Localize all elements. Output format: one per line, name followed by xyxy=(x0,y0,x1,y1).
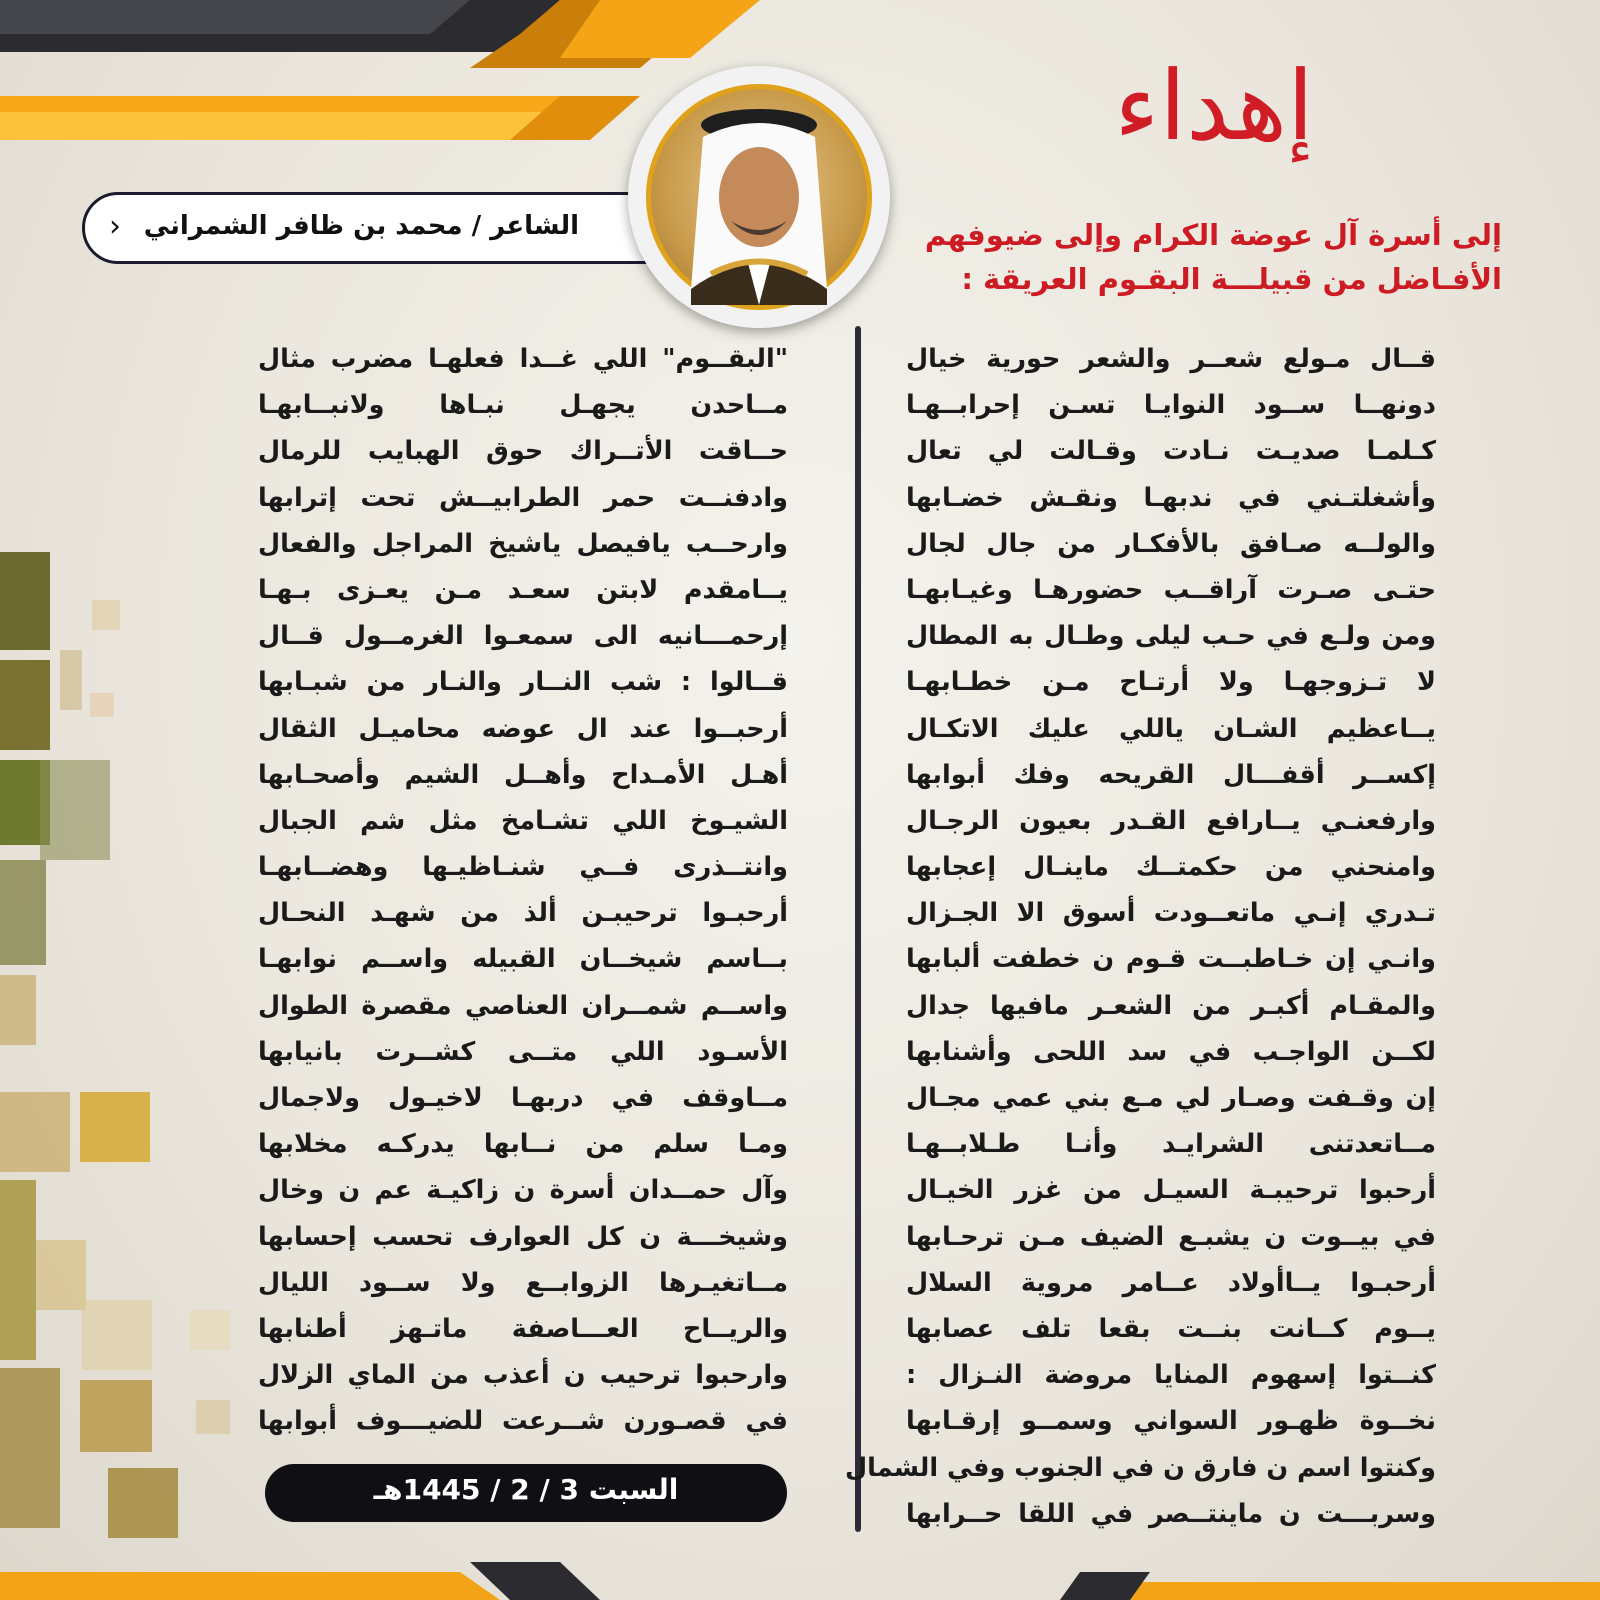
poem-line: ومن ولـع في حـب ليلى وطـال به المطال xyxy=(906,621,1436,652)
poem-line: أرحبـوا ترحيبـن ألذ من شهـد النحـال xyxy=(258,898,788,929)
poet-photo xyxy=(628,66,890,328)
poem-line: وشيخـــة ن كل العوارف تحسب إحسابها xyxy=(258,1221,788,1252)
poem-line: وكنتوا اسم ن فارق ن في الجنوب وفي الشمال xyxy=(845,1452,1436,1483)
poet-portrait xyxy=(646,84,872,310)
poem-line: مــاتعدتنى الشرايـد وأنـا طـلابــهـا xyxy=(906,1129,1436,1160)
poet-name: الشاعر / محمد بن ظافر الشمراني xyxy=(143,211,579,241)
poem-line: مــاتغيـرها الزوابــع ولا ســود الليال xyxy=(258,1267,788,1298)
poem-line: وارحبوا ترحيب ن أعذب من الماي الزلال xyxy=(258,1360,788,1391)
poem-line: والمقـام أكبـر من الشعـر مافيها جدال xyxy=(906,990,1436,1021)
poem-line: واســم شمــران العناصي مقصرة الطوال xyxy=(258,990,788,1021)
poem-line: وادفنــت حمر الطرابيــش تحت إترابها xyxy=(258,482,788,513)
poem-line: ومـا سلم من نــابها يدركـه مخلابها xyxy=(258,1129,788,1160)
poem-line: أرحبـوا يــاأولاد عــامر مروية السلال xyxy=(906,1267,1436,1298)
poem-line: يــامقدم لابتن سعـد مـن يعـزى بـهـا xyxy=(258,574,788,605)
bottom-decoration xyxy=(0,1552,1600,1600)
poem-left-column xyxy=(258,336,788,1445)
poem-line: مــاحدن يجهـل نبـاها ولانبــابهـا xyxy=(258,390,788,421)
poem-line: أرحبوا ترحيبـة السيـل من غزر الخيـال xyxy=(906,1175,1436,1206)
poem-line: الشيـوخ اللي تشـامخ مثل شم الجبال xyxy=(258,805,788,836)
poem-line: حــاقت الأتــراك حوق الهبايب للرمال xyxy=(258,436,788,467)
dedication-line-1: إلى أسرة آل عوضة الكرام وإلى ضيوفهم xyxy=(924,218,1502,252)
poem-line: يــاعظيم الشـان ياللي عليك الاتكـال xyxy=(906,713,1436,744)
poet-label xyxy=(82,192,682,264)
poem-line: في بيــوت ن يشبـع الضيف مـن ترحـابها xyxy=(906,1221,1436,1252)
poem-line: وسربـــت ن ماينتــصر في اللقا حــرابها xyxy=(906,1498,1436,1529)
poem-line: وانتــذرى فــي شنـاظيـها وهضــابهـا xyxy=(258,852,788,883)
top-decoration xyxy=(0,0,760,150)
poem-line: تـدري إنـي ماتعــودت أسوق الا الجـزال xyxy=(906,898,1436,929)
poem-line: وآل حمــدان أسرة ن زاكيـة عم ن وخال xyxy=(258,1175,788,1206)
poem-line: كنــتوا إسهوم المنايا مروضة النـزال : xyxy=(906,1360,1436,1391)
chevron-right-icon: › xyxy=(109,209,121,244)
poem-line: الأسـود اللي متــى كشــرت بانيابها xyxy=(258,1036,788,1067)
poem-line: والولــه صـافق بالأفكـار من جال لجال xyxy=(906,528,1436,559)
poem-line: نخــوة ظهـور السواني وسمــو إرقـابها xyxy=(906,1406,1436,1437)
poem-line: وأشغلتـني في ندبهـا ونقـش خضـابها xyxy=(906,482,1436,513)
poem-line: والريــاح العـــاصفة ماتـهز أطنابها xyxy=(258,1313,788,1344)
poem-line: في قصـورن شــرعت للضيـــوف أبوابها xyxy=(258,1406,788,1437)
column-divider xyxy=(855,326,861,1532)
poem-line: وارفعنـي يــارافع القـدر بعيون الرجـال xyxy=(906,805,1436,836)
poem-line: مــاوقف في دربهـا لاخيـول ولاجمال xyxy=(258,1083,788,1113)
poem-right-column xyxy=(845,336,1436,1537)
date-badge xyxy=(265,1464,787,1522)
poem-line: أرحبــوا عند ال عوضه محاميـل الثقال xyxy=(258,713,788,744)
poem-line: أهـل الأمـداح وأهــل الشيم وأصحـابها xyxy=(258,759,788,790)
poem-line: حتـى صـرت آراقــب حضورهـا وغيـابهـا xyxy=(906,574,1436,605)
poem-line: إكســر أقفـــال القريحه وفك أبوابها xyxy=(906,759,1436,790)
poem-line: وارحــب يافيصل ياشيخ المراجل والفعال xyxy=(258,528,788,559)
poem-line: قــالوا : شب النــار والنـار من شبـابها xyxy=(258,667,788,698)
poem-line: بــاسم شيخــان القبيله واســم نوابهـا xyxy=(258,944,788,975)
poem-line: وامنحني من حكمتــك ماينـال إعجابها xyxy=(906,852,1436,883)
dedication-line-2: الأفـاضل من قبيلـــة البقـوم العريقة : xyxy=(961,262,1502,296)
poem-line: "البقــوم" اللي غــدا فعلهـا مضرب مثال xyxy=(258,344,788,374)
poem-line: إرحمـــانيه الى سمعـوا الغرمــول قــال xyxy=(258,621,788,652)
poem-line: لا تـزوجهـا ولا أرتـاح مـن خطـابهـا xyxy=(906,667,1436,698)
poem-line: وانـي إن خـاطبــت قـوم ن خطفت ألبابها xyxy=(906,944,1436,975)
date-text: السبت 3 / 2 / 1445هـ xyxy=(373,1473,679,1506)
page-title: إهداء xyxy=(1114,50,1314,162)
poem-line: دونهــا ســود النوايـا تسـن إحرابــهـا xyxy=(906,390,1436,421)
poem-line: إن وقـفت وصـار لي مـع بني عمي مجـال xyxy=(906,1083,1436,1113)
poem-line: قــال مـولع شعــر والشعر حورية خيال xyxy=(906,344,1436,374)
poem-line: لكــن الواجـب في سد اللحى وأشنابها xyxy=(906,1036,1436,1067)
poem-line: يــوم كــانت بنــت بقعا تلف عصابها xyxy=(906,1313,1436,1344)
poem-line: كـلمـا صديـت نـادت وقـالت لي تعال xyxy=(906,436,1436,467)
